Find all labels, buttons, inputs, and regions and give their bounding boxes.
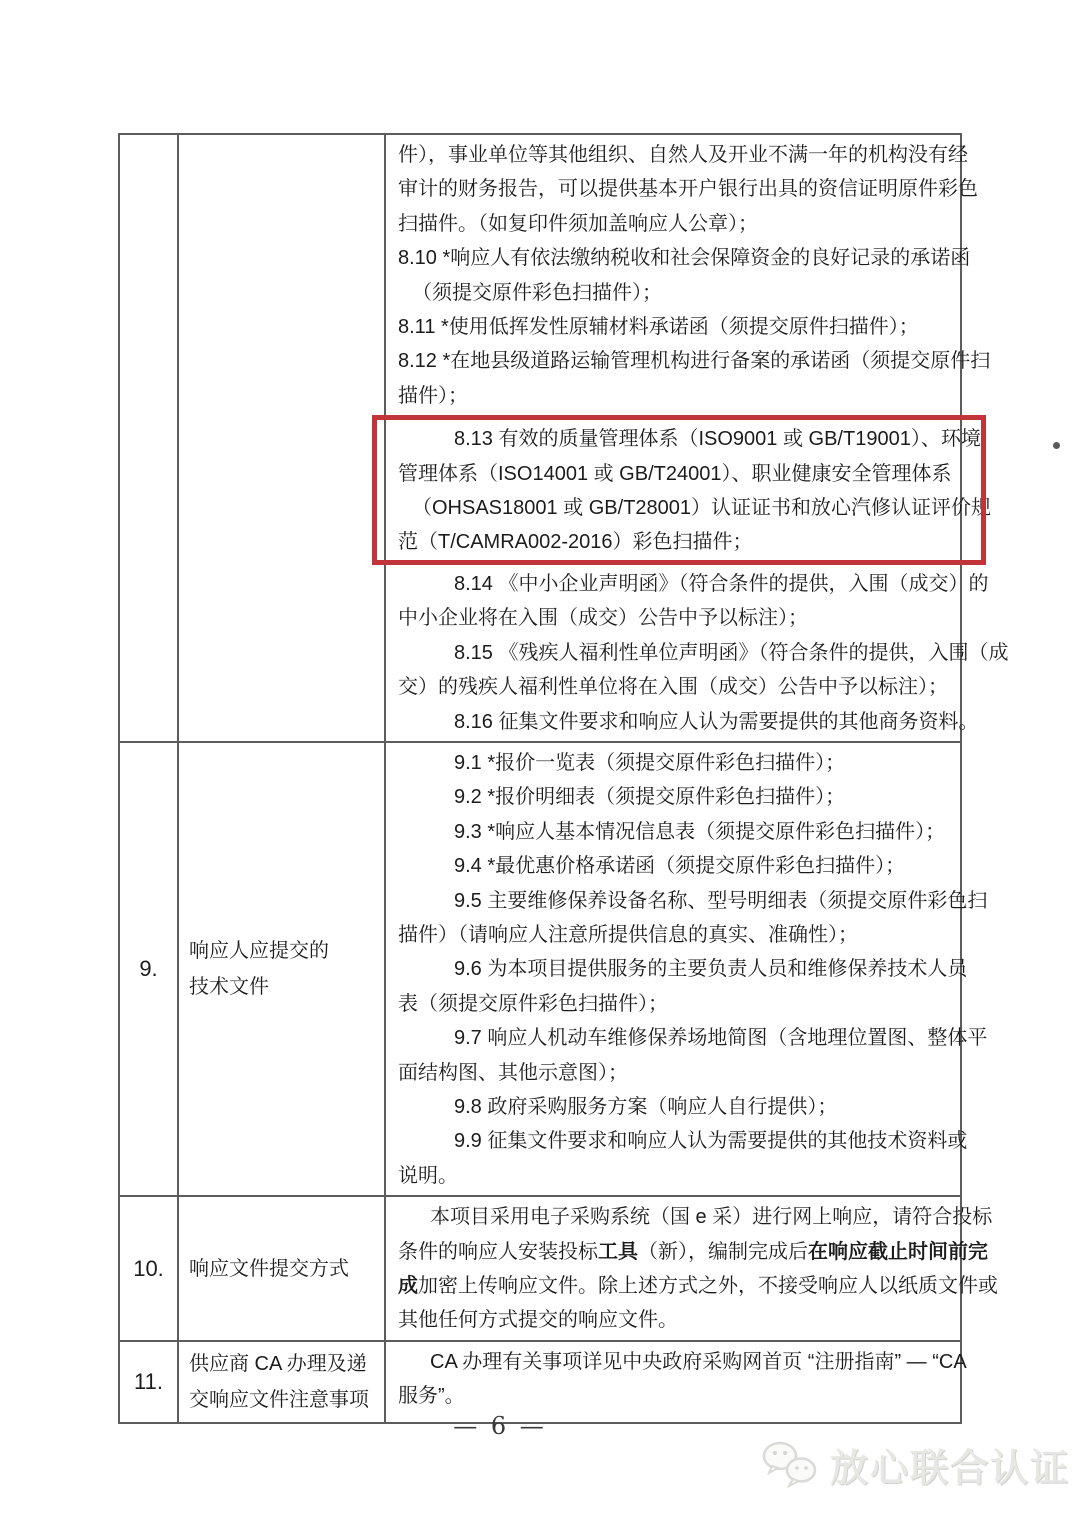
text-line [189, 969, 378, 1005]
text-line [398, 918, 954, 952]
row-content [384, 1197, 998, 1340]
row-content [384, 135, 1009, 741]
text-line [398, 491, 992, 525]
scan-ink-speck [1053, 442, 1060, 449]
text-line [398, 780, 954, 814]
table-row-9 [120, 741, 988, 1195]
page-number: — 6 — [453, 1412, 547, 1440]
row-content [384, 1342, 967, 1422]
text-segment: 9.6 为本项目提供服务的主要负责人员和维修保养技术人员 [454, 958, 968, 981]
text-line [398, 344, 991, 378]
text-line [398, 276, 954, 310]
bold-text-segment: 工具 [598, 1240, 638, 1263]
text-line [398, 1200, 993, 1234]
watermark-text: 放心联合认证 [829, 1448, 1070, 1490]
wechat-logo-icon [760, 1439, 822, 1491]
row-label [177, 1342, 384, 1422]
text-segment: 表（须提交原件彩色扫描件）； [398, 992, 668, 1015]
text-line [398, 138, 968, 172]
text-line [398, 1269, 998, 1303]
row-number [120, 135, 177, 741]
text-segment: 8.15 《残疾人福利性单位声明函》（符合条件的提供，入围（成 [454, 641, 1009, 664]
text-line [398, 422, 981, 456]
text-segment: （新），编制完成后 [638, 1240, 808, 1263]
text-segment: 8.12 *在地县级道路运输管理机构进行备案的承诺函（须提交原件扫 [398, 350, 991, 373]
text-segment: 交）的残疾人福利性单位将在入围（成交）公告中予以标注）； [398, 676, 948, 699]
text-segment: 响应文件提交方式 [189, 1257, 349, 1280]
text-line [189, 1251, 378, 1287]
table-row-11 [120, 1340, 967, 1422]
text-segment: 管理体系（ISO14001 或 GB/T24001）、职业健康安全管理体系 [398, 462, 952, 485]
text-line [398, 1056, 954, 1090]
text-line [398, 379, 954, 413]
text-segment: 9.1 *报价一览表（须提交原件彩色扫描件）； [454, 751, 846, 774]
text-segment: 加密上传响应文件。除上述方式之外，不接受响应人以纸质文件或 [418, 1275, 998, 1297]
text-segment: 8.13 有效的质量管理体系（ISO9001 或 GB/T19001）、环境 [454, 428, 981, 451]
text-line [398, 1021, 988, 1055]
row-label [177, 743, 384, 1195]
table-row-10 [120, 1195, 998, 1340]
text-line [398, 1090, 954, 1124]
text-line [398, 705, 979, 739]
text-segment: 9.4 *最优惠价格承诺函（须提交原件彩色扫描件）； [454, 855, 906, 878]
text-line [398, 207, 954, 241]
text-line [398, 952, 968, 986]
text-segment: 范（T/CAMRA002-2016）彩色扫描件； [398, 531, 753, 554]
highlighted-clause-8-13 [398, 415, 992, 565]
bold-text-segment: 成 [398, 1275, 418, 1297]
text-segment: 扫描件。（如复印件须加盖响应人公章）； [398, 212, 758, 235]
text-line [398, 310, 954, 344]
text-line [398, 815, 954, 849]
watermark [760, 1437, 1070, 1492]
text-segment: 交响应文件注意事项 [189, 1388, 369, 1411]
text-line [398, 172, 978, 206]
text-line [189, 933, 378, 969]
text-line [398, 987, 954, 1021]
text-line [398, 670, 954, 704]
text-segment: 响应人应提交的 [189, 940, 329, 963]
row-number: 11. [134, 1368, 163, 1394]
requirements-table [118, 133, 1009, 1424]
text-line [398, 849, 954, 883]
text-segment: 本项目采用电子采购系统（国 e 采）进行网上响应，请符合投标 [430, 1206, 993, 1229]
text-segment: 8.11 *使用低挥发性原辅材料承诺函（须提交原件扫描件）； [398, 316, 919, 339]
text-line [398, 746, 954, 780]
text-line [398, 567, 989, 601]
text-segment: 9.3 *响应人基本情况信息表（须提交原件彩色扫描件）； [454, 820, 946, 843]
text-segment: （OHSAS18001 或 GB/T28001）认证证书和放心汽修认证评价规 [412, 497, 992, 520]
text-line [189, 1346, 378, 1382]
text-segment: 8.14 《中小企业声明函》（符合条件的提供，入围（成交）的 [454, 572, 989, 595]
text-segment: 描件）（请响应人注意所提供信息的真实、准确性）； [398, 923, 858, 946]
text-segment: 服务”。 [398, 1385, 465, 1408]
table-row-8-continued [120, 135, 1009, 741]
text-line [398, 1303, 954, 1337]
text-segment: （须提交原件彩色扫描件）； [412, 281, 662, 304]
text-segment: CA 办理有关事项详见中央政府采购网首页 “注册指南” — “CA [430, 1350, 967, 1373]
row-content [384, 743, 988, 1195]
bold-text-segment: 在响应截止时间前完 [808, 1240, 988, 1263]
text-segment: 供应商 CA 办理及递 [189, 1352, 367, 1375]
text-segment: 9.7 响应人机动车维修保养场地简图（含地理位置图、整体平 [454, 1027, 988, 1050]
text-segment: 件），事业单位等其他组织、自然人及开业不满一年的机构没有经 [398, 144, 968, 166]
row-number: 9. [139, 956, 158, 982]
text-line [398, 1235, 988, 1269]
text-segment: 条件的响应人安装投标 [398, 1240, 598, 1263]
text-line [398, 241, 971, 275]
text-segment: 说明。 [398, 1164, 458, 1187]
text-line [398, 457, 954, 491]
row-number: 10. [133, 1255, 164, 1281]
text-segment: 8.10 *响应人有依法缴纳税收和社会保障资金的良好记录的承诺函 [398, 247, 971, 270]
text-segment: 9.9 征集文件要求和响应人认为需要提供的其他技术资料或 [454, 1130, 968, 1153]
text-line [398, 1345, 967, 1379]
text-segment: 其他任何方式提交的响应文件。 [398, 1309, 678, 1332]
text-segment: 9.8 政府采购服务方案（响应人自行提供）； [454, 1095, 838, 1118]
text-segment: 中小企业将在入围（成交）公告中予以标注）； [398, 607, 808, 630]
text-line [398, 1379, 954, 1413]
text-line [398, 601, 954, 635]
text-segment: 9.5 主要维修保养设备名称、型号明细表（须提交原件彩色扫 [454, 889, 988, 912]
text-line [398, 636, 1009, 670]
text-segment: 审计的财务报告，可以提供基本开户银行出具的资信证明原件彩色 [398, 178, 978, 201]
row-label [177, 135, 384, 741]
text-line [398, 884, 988, 918]
text-segment: 描件）； [398, 384, 468, 407]
text-segment: 面结构图、其他示意图）； [398, 1061, 628, 1084]
text-segment: 9.2 *报价明细表（须提交原件彩色扫描件）； [454, 786, 846, 809]
text-line [398, 1159, 954, 1193]
row-label [177, 1197, 384, 1340]
text-segment: 8.16 征集文件要求和响应人认为需要提供的其他商务资料。 [454, 710, 979, 733]
text-line [398, 525, 954, 559]
text-segment: 技术文件 [189, 976, 269, 999]
text-line [398, 1124, 968, 1158]
